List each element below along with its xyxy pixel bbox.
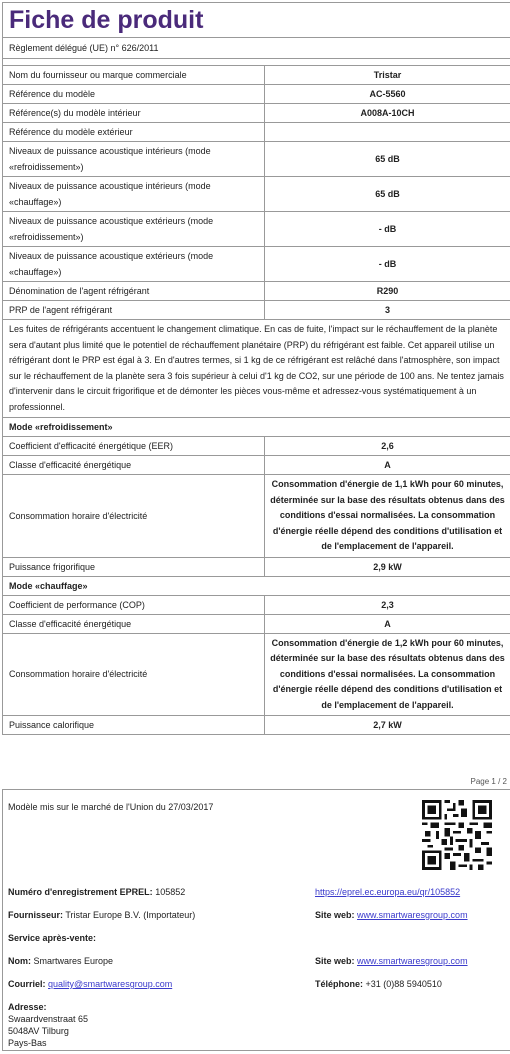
- spec-value: Consommation d'énergie de 1,2 kWh pour 60 minutes, déterminée sur la base des résultats obtenus dans des conditions d'essai normalisées. La consommation d'énergie réelle dépend des conditions d'utilisation et de l'emplacement de l'appareil.: [265, 633, 510, 716]
- website-label: Site web:: [315, 910, 355, 920]
- spec-label: Niveaux de puissance acoustique extérieurs (mode «chauffage»): [3, 247, 265, 282]
- table-row: [3, 104, 510, 123]
- spec-value: 2,3: [265, 595, 510, 614]
- name-label: Nom:: [8, 956, 31, 966]
- regulation-reference: Règlement délégué (UE) n° 626/2011: [3, 38, 510, 59]
- spec-value: 65 dB: [265, 177, 510, 212]
- spec-label: Dénomination de l'agent réfrigérant: [3, 282, 265, 301]
- spec-label: Coefficient de performance (COP): [3, 595, 265, 614]
- page-title: Fiche de produit: [3, 3, 510, 38]
- phone-value: +31 (0)88 5940510: [365, 979, 442, 989]
- spec-label: Classe d'efficacité énergétique: [3, 614, 265, 633]
- spec-label: Nom du fournisseur ou marque commerciale: [3, 66, 265, 85]
- spec-value: - dB: [265, 247, 510, 282]
- table-row: [3, 614, 510, 633]
- supplier-value: Tristar Europe B.V. (Importateur): [65, 910, 196, 920]
- service-phone: [315, 979, 442, 989]
- spec-label: Référence(s) du modèle intérieur: [3, 104, 265, 123]
- service-website: [315, 956, 468, 966]
- address-line: Swaardvenstraat 65: [8, 1014, 89, 1024]
- service-email: [8, 979, 172, 989]
- table-row: [3, 633, 510, 716]
- spec-value: 2,6: [265, 437, 510, 456]
- spec-label: Référence du modèle: [3, 85, 265, 104]
- eprel-label: Numéro d'enregistrement EPREL:: [8, 887, 153, 897]
- table-row: [3, 716, 510, 735]
- spec-value: AC-5560: [265, 85, 510, 104]
- address-line: Pays-Bas: [8, 1038, 47, 1048]
- spec-value: A: [265, 614, 510, 633]
- section-header-cooling: [3, 418, 510, 437]
- market-date: Modèle mis sur le marché de l'Union du 27/03/2017: [8, 802, 214, 812]
- table-row: [3, 123, 510, 142]
- eprel-registration: [8, 887, 185, 897]
- spec-value: 2,9 kW: [265, 557, 510, 576]
- supplier-info: [8, 910, 195, 920]
- spec-value: Tristar: [265, 66, 510, 85]
- section-header-heating: [3, 576, 510, 595]
- supplier-website: [315, 910, 468, 920]
- page-indicator: Page 1 / 2: [470, 777, 507, 786]
- address-line: 5048AV Tilburg: [8, 1026, 69, 1036]
- after-sales-heading: Service après-vente:: [8, 933, 97, 943]
- email-link[interactable]: quality@smartwaresgroup.com: [48, 979, 173, 989]
- spec-value: 3: [265, 301, 510, 320]
- spec-label: Classe d'efficacité énergétique: [3, 456, 265, 475]
- name-value: Smartwares Europe: [33, 956, 114, 966]
- table-row: [3, 212, 510, 247]
- spec-label: Consommation horaire d'électricité: [3, 633, 265, 716]
- service-name: [8, 956, 113, 966]
- table-row: [3, 595, 510, 614]
- table-row: [3, 66, 510, 85]
- table-row: [3, 557, 510, 576]
- spacer: [3, 59, 510, 66]
- product-sheet-page-2: [2, 789, 510, 1051]
- section-title: Mode «refroidissement»: [3, 418, 510, 437]
- spec-label: Puissance calorifique: [3, 716, 265, 735]
- table-row: [3, 142, 510, 177]
- spec-label: Niveaux de puissance acoustique intérieurs (mode «chauffage»): [3, 177, 265, 212]
- email-label: Courriel:: [8, 979, 46, 989]
- spec-label: Niveaux de puissance acoustique intérieurs (mode «refroidissement»): [3, 142, 265, 177]
- table-row: [3, 320, 510, 418]
- website-label: Site web:: [315, 956, 355, 966]
- spec-value: - dB: [265, 212, 510, 247]
- table-row: [3, 475, 510, 558]
- table-row: [3, 456, 510, 475]
- spec-value: A008A-10CH: [265, 104, 510, 123]
- table-row: [3, 437, 510, 456]
- spec-value: 65 dB: [265, 142, 510, 177]
- product-sheet-page-1: [2, 2, 510, 735]
- phone-label: Téléphone:: [315, 979, 364, 989]
- spec-label: Référence du modèle extérieur: [3, 123, 265, 142]
- website-link[interactable]: www.smartwaresgroup.com: [357, 956, 468, 966]
- spec-value: Consommation d'énergie de 1,1 kWh pour 60 minutes, déterminée sur la base des résultats obtenus dans des conditions d'essai normalisées. La consommation d'énergie réelle dépend des conditions d'utilisation et de l'emplacement de l'appareil.: [265, 475, 510, 558]
- eprel-link[interactable]: https://eprel.ec.europa.eu/qr/105852: [315, 887, 461, 897]
- spec-value: 2,7 kW: [373, 720, 402, 730]
- spec-label: Consommation horaire d'électricité: [3, 475, 265, 558]
- address-label: Adresse:: [8, 1002, 47, 1012]
- spec-label: PRP de l'agent réfrigérant: [3, 301, 265, 320]
- refrigerant-notice: Les fuites de réfrigérants accentuent le changement climatique. En cas de fuite, l'impact sur le réchauffement de la planète sera d'autant plus limité que le potentiel de réchauffement planétaire (PRP) du réfrigérant est faible. Cet appareil utilise un réfrigérant dont le PRP est égal à 3. En d'autres termes, si 1 kg de ce réfrigérant est relâché dans l'atmosphère, son impact sur le réchauffement de la planète sera 3 fois supérieur à celui d'1 kg de CO2, sur une période de 100 ans. Ne tentez jamais d'intervenir dans le circuit frigorifique et de démonter les pièces vous-même et adressez-vous systématiquement à un professionnel.: [3, 320, 510, 418]
- spec-label: Puissance frigorifique: [3, 557, 265, 576]
- spec-label: Coefficient d'efficacité énergétique (EER): [3, 437, 265, 456]
- table-row: [3, 85, 510, 104]
- website-link[interactable]: www.smartwaresgroup.com: [357, 910, 468, 920]
- eprel-value: 105852: [155, 887, 186, 897]
- qr-code-icon: [422, 800, 492, 870]
- table-row: [3, 247, 510, 282]
- specs-table: [3, 66, 510, 734]
- table-row: [3, 301, 510, 320]
- table-row: [3, 282, 510, 301]
- supplier-label: Fournisseur:: [8, 910, 64, 920]
- spec-value: R290: [265, 282, 510, 301]
- spec-label: Niveaux de puissance acoustique extérieurs (mode «refroidissement»): [3, 212, 265, 247]
- spec-value: [265, 123, 510, 142]
- table-row: [3, 177, 510, 212]
- section-title: Mode «chauffage»: [3, 576, 510, 595]
- spec-value: A: [265, 456, 510, 475]
